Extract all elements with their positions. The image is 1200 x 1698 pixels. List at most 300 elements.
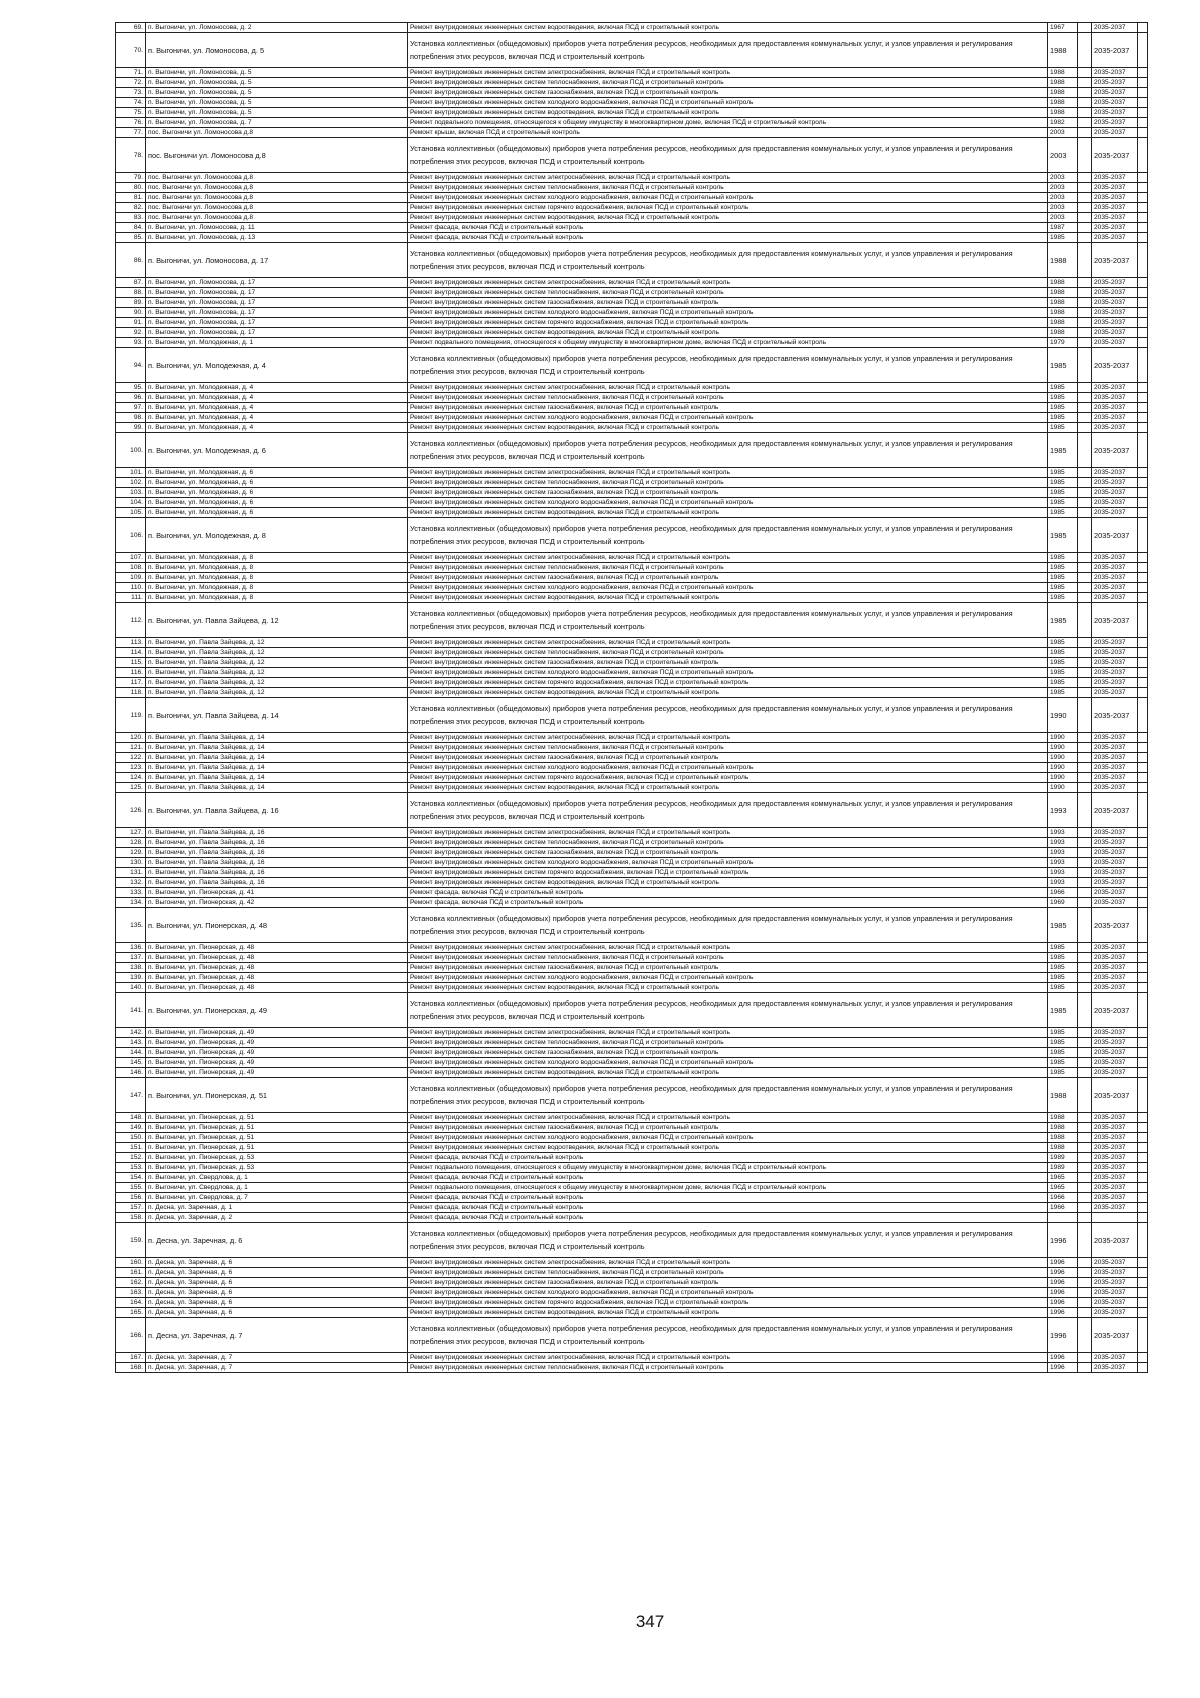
planned-period-cell: 2035-2037 [1092,1068,1138,1078]
planned-period-cell: 2035-2037 [1092,648,1138,658]
year-built-cell: 1988 [1048,243,1078,278]
address-cell: п. Выгоничи, ул. Молодежная, д. 6 [146,508,408,518]
table-row [116,508,1148,518]
row-number: 88. [116,288,146,298]
row-number: 94. [116,348,146,383]
year-built-cell: 1993 [1048,828,1078,838]
address-cell: п. Выгоничи, ул. Ломоносова, д. 17 [146,298,408,308]
row-number: 111. [116,593,146,603]
row-number: 158. [116,1213,146,1223]
work-description-cell: Ремонт внутридомовых инженерных систем теплоснабжения, включая ПСД и строительный контроль [408,1038,1048,1048]
planned-period-cell: 2035-2037 [1092,1048,1138,1058]
table-row [116,433,1148,468]
empty-cell [1078,33,1092,68]
planned-period-cell: 2035-2037 [1092,973,1138,983]
empty-cell [1078,1123,1092,1133]
empty-cell [1138,118,1148,128]
year-built-cell: 1988 [1048,318,1078,328]
table-row [116,1183,1148,1193]
empty-cell [1138,838,1148,848]
year-built-cell: 1985 [1048,1058,1078,1068]
year-built-cell: 1985 [1048,583,1078,593]
row-number: 146. [116,1068,146,1078]
planned-period-cell: 2035-2037 [1092,433,1138,468]
empty-cell [1138,68,1148,78]
empty-cell [1138,1133,1148,1143]
row-number: 96. [116,393,146,403]
table-row [116,243,1148,278]
row-number: 99. [116,423,146,433]
year-built-cell [1048,1213,1078,1223]
row-number: 121. [116,743,146,753]
address-cell: п. Выгоничи, ул. Ломоносова, д. 7 [146,118,408,128]
planned-period-cell: 2035-2037 [1092,233,1138,243]
work-description-cell: Ремонт внутридомовых инженерных систем водоотведения, включая ПСД и строительный контроль [408,328,1048,338]
address-cell: п. Выгоничи, ул. Пионерская, д. 49 [146,993,408,1028]
work-description-cell: Ремонт внутридомовых инженерных систем горячего водоснабжения, включая ПСД и строительный контроль [408,868,1048,878]
address-cell: п. Выгоничи, ул. Павла Зайцева, д. 12 [146,688,408,698]
table-row [116,173,1148,183]
work-description-cell: Ремонт фасада, включая ПСД и строительный контроль [408,1153,1048,1163]
year-built-cell: 1985 [1048,638,1078,648]
empty-cell [1078,423,1092,433]
address-cell: п. Выгоничи, ул. Молодежная, д. 1 [146,338,408,348]
table-row [116,213,1148,223]
year-built-cell: 1985 [1048,1068,1078,1078]
empty-cell [1138,753,1148,763]
empty-cell [1078,108,1092,118]
empty-cell [1138,848,1148,858]
work-description-cell: Ремонт внутридомовых инженерных систем холодного водоснабжения, включая ПСД и строительный контроль [408,193,1048,203]
planned-period-cell: 2035-2037 [1092,138,1138,173]
planned-period-cell: 2035-2037 [1092,1308,1138,1318]
table-row [116,1213,1148,1223]
empty-cell [1138,298,1148,308]
work-description-cell: Установка коллективных (общедомовых) приборов учета потребления ресурсов, необходимых для предоставления коммунальных услуг, и узлов управления и регулирования потребления этих ресурсов, включая ПСД и строительный контроль [408,603,1048,638]
work-description-cell: Ремонт внутридомовых инженерных систем газоснабжения, включая ПСД и строительный контроль [408,1278,1048,1288]
empty-cell [1078,828,1092,838]
empty-cell [1138,23,1148,33]
empty-cell [1078,973,1092,983]
address-cell: п. Выгоничи, ул. Павла Зайцева, д. 14 [146,753,408,763]
planned-period-cell: 2035-2037 [1092,1278,1138,1288]
work-description-cell: Ремонт внутридомовых инженерных систем водоотведения, включая ПСД и строительный контроль [408,423,1048,433]
row-number: 75. [116,108,146,118]
year-built-cell: 1985 [1048,688,1078,698]
year-built-cell: 1966 [1048,1203,1078,1213]
row-number: 163. [116,1288,146,1298]
empty-cell [1138,508,1148,518]
table-row [116,488,1148,498]
row-number: 112. [116,603,146,638]
row-number: 153. [116,1163,146,1173]
table-row [116,203,1148,213]
planned-period-cell: 2035-2037 [1092,1133,1138,1143]
empty-cell [1078,1213,1092,1223]
work-plan-table [115,22,1148,1373]
table-row [116,383,1148,393]
empty-cell [1138,583,1148,593]
work-description-cell: Ремонт внутридомовых инженерных систем холодного водоснабжения, включая ПСД и строительный контроль [408,1058,1048,1068]
planned-period-cell: 2035-2037 [1092,943,1138,953]
table-row [116,338,1148,348]
empty-cell [1138,783,1148,793]
empty-cell [1078,383,1092,393]
empty-cell [1078,128,1092,138]
work-description-cell: Ремонт фасада, включая ПСД и строительный контроль [408,1213,1048,1223]
year-built-cell: 1993 [1048,838,1078,848]
empty-cell [1138,1143,1148,1153]
empty-cell [1138,1258,1148,1268]
year-built-cell: 1988 [1048,33,1078,68]
address-cell: п. Выгоничи, ул. Молодежная, д. 6 [146,478,408,488]
address-cell: п. Выгоничи, ул. Пионерская, д. 49 [146,1038,408,1048]
work-description-cell: Ремонт внутридомовых инженерных систем газоснабжения, включая ПСД и строительный контроль [408,753,1048,763]
work-description-cell: Ремонт внутридомовых инженерных систем электроснабжения, включая ПСД и строительный контроль [408,828,1048,838]
year-built-cell: 1967 [1048,23,1078,33]
empty-cell [1138,138,1148,173]
address-cell: п. Выгоничи, ул. Ломоносова, д. 17 [146,288,408,298]
empty-cell [1138,1173,1148,1183]
year-built-cell: 1985 [1048,498,1078,508]
empty-cell [1138,943,1148,953]
planned-period-cell: 2035-2037 [1092,1193,1138,1203]
year-built-cell: 1990 [1048,763,1078,773]
planned-period-cell: 2035-2037 [1092,78,1138,88]
address-cell: п. Десна, ул. Заречная, д. 6 [146,1258,408,1268]
planned-period-cell: 2035-2037 [1092,488,1138,498]
table-row [116,953,1148,963]
year-built-cell: 1993 [1048,793,1078,828]
empty-cell [1138,1223,1148,1258]
empty-cell [1078,1183,1092,1193]
address-cell: п. Выгоничи, ул. Молодежная, д. 6 [146,433,408,468]
planned-period-cell: 2035-2037 [1092,1163,1138,1173]
row-number: 150. [116,1133,146,1143]
planned-period-cell: 2035-2037 [1092,1143,1138,1153]
empty-cell [1138,1278,1148,1288]
table-row [116,573,1148,583]
year-built-cell: 1985 [1048,963,1078,973]
work-description-cell: Ремонт внутридомовых инженерных систем холодного водоснабжения, включая ПСД и строительный контроль [408,1288,1048,1298]
row-number: 141. [116,993,146,1028]
address-cell: п. Выгоничи, ул. Павла Зайцева, д. 16 [146,858,408,868]
planned-period-cell: 2035-2037 [1092,763,1138,773]
planned-period-cell: 2035-2037 [1092,1353,1138,1363]
empty-cell [1138,573,1148,583]
row-number: 106. [116,518,146,553]
row-number: 113. [116,638,146,648]
empty-cell [1138,688,1148,698]
year-built-cell: 1966 [1048,1193,1078,1203]
table-row [116,518,1148,553]
work-description-cell: Ремонт фасада, включая ПСД и строительный контроль [408,898,1048,908]
table-row [116,668,1148,678]
work-description-cell: Ремонт внутридомовых инженерных систем электроснабжения, включая ПСД и строительный контроль [408,638,1048,648]
empty-cell [1078,68,1092,78]
row-number: 109. [116,573,146,583]
work-description-cell: Ремонт внутридомовых инженерных систем газоснабжения, включая ПСД и строительный контроль [408,963,1048,973]
work-description-cell: Установка коллективных (общедомовых) приборов учета потребления ресурсов, необходимых для предоставления коммунальных услуг, и узлов управления и регулирования потребления этих ресурсов, включая ПСД и строительный контроль [408,33,1048,68]
planned-period-cell: 2035-2037 [1092,383,1138,393]
year-built-cell: 1985 [1048,518,1078,553]
year-built-cell: 1985 [1048,648,1078,658]
work-description-cell: Ремонт внутридомовых инженерных систем горячего водоснабжения, включая ПСД и строительный контроль [408,1298,1048,1308]
empty-cell [1078,348,1092,383]
year-built-cell: 1985 [1048,668,1078,678]
year-built-cell: 1988 [1048,308,1078,318]
table-row [116,563,1148,573]
address-cell: п. Выгоничи, ул. Павла Зайцева, д. 14 [146,773,408,783]
address-cell: п. Десна, ул. Заречная, д. 6 [146,1278,408,1288]
table-row [116,553,1148,563]
address-cell: п. Выгоничи, ул. Павла Зайцева, д. 12 [146,678,408,688]
empty-cell [1078,583,1092,593]
planned-period-cell: 2035-2037 [1092,838,1138,848]
row-number: 98. [116,413,146,423]
empty-cell [1078,858,1092,868]
empty-cell [1138,1213,1148,1223]
empty-cell [1078,338,1092,348]
row-number: 161. [116,1268,146,1278]
work-description-cell: Ремонт внутридомовых инженерных систем теплоснабжения, включая ПСД и строительный контроль [408,183,1048,193]
planned-period-cell: 2035-2037 [1092,88,1138,98]
planned-period-cell: 2035-2037 [1092,203,1138,213]
work-description-cell: Ремонт внутридомовых инженерных систем холодного водоснабжения, включая ПСД и строительный контроль [408,668,1048,678]
table-row [116,983,1148,993]
table-row [116,828,1148,838]
empty-cell [1078,668,1092,678]
address-cell: п. Выгоничи, ул. Молодежная, д. 4 [146,383,408,393]
year-built-cell: 1990 [1048,733,1078,743]
empty-cell [1078,983,1092,993]
row-number: 100. [116,433,146,468]
address-cell: п. Выгоничи, ул. Пионерская, д. 51 [146,1078,408,1113]
empty-cell [1078,498,1092,508]
work-description-cell: Установка коллективных (общедомовых) приборов учета потребления ресурсов, необходимых для предоставления коммунальных услуг, и узлов управления и регулирования потребления этих ресурсов, включая ПСД и строительный контроль [408,138,1048,173]
empty-cell [1078,1113,1092,1123]
address-cell: п. Выгоничи, ул. Ломоносова, д. 13 [146,233,408,243]
table-row [116,328,1148,338]
work-description-cell: Ремонт фасада, включая ПСД и строительный контроль [408,1173,1048,1183]
empty-cell [1078,1298,1092,1308]
year-built-cell: 1996 [1048,1318,1078,1353]
planned-period-cell: 2035-2037 [1092,828,1138,838]
table-row [116,223,1148,233]
table-row [116,993,1148,1028]
empty-cell [1138,288,1148,298]
planned-period-cell: 2035-2037 [1092,1173,1138,1183]
row-number: 118. [116,688,146,698]
empty-cell [1078,98,1092,108]
empty-cell [1138,1153,1148,1163]
planned-period-cell: 2035-2037 [1092,328,1138,338]
table-row [116,193,1148,203]
table-row [116,688,1148,698]
address-cell: п. Выгоничи, ул. Павла Зайцева, д. 16 [146,848,408,858]
empty-cell [1138,1363,1148,1373]
year-built-cell: 1985 [1048,383,1078,393]
row-number: 90. [116,308,146,318]
empty-cell [1138,698,1148,733]
address-cell: п. Десна, ул. Заречная, д. 7 [146,1363,408,1373]
empty-cell [1138,1203,1148,1213]
empty-cell [1138,108,1148,118]
year-built-cell: 2003 [1048,173,1078,183]
address-cell: п. Выгоничи, ул. Ломоносова, д. 11 [146,223,408,233]
work-description-cell: Ремонт внутридомовых инженерных систем электроснабжения, включая ПСД и строительный контроль [408,173,1048,183]
work-description-cell: Ремонт подвального помещения, относящегося к общему имуществу в многоквартирном доме, включая ПСД и строительный контроль [408,118,1048,128]
address-cell: п. Выгоничи, ул. Молодежная, д. 8 [146,583,408,593]
table-row [116,413,1148,423]
work-description-cell: Ремонт внутридомовых инженерных систем холодного водоснабжения, включая ПСД и строительный контроль [408,1133,1048,1143]
empty-cell [1138,593,1148,603]
planned-period-cell: 2035-2037 [1092,98,1138,108]
row-number: 133. [116,888,146,898]
address-cell: п. Десна, ул. Заречная, д. 2 [146,1213,408,1223]
empty-cell [1138,1318,1148,1353]
empty-cell [1078,763,1092,773]
empty-cell [1138,1298,1148,1308]
empty-cell [1078,173,1092,183]
address-cell: п. Выгоничи, ул. Ломоносова, д. 5 [146,68,408,78]
empty-cell [1138,223,1148,233]
year-built-cell: 1985 [1048,908,1078,943]
row-number: 89. [116,298,146,308]
table-body [116,23,1148,1373]
planned-period-cell: 2035-2037 [1092,223,1138,233]
work-description-cell: Ремонт подвального помещения, относящегося к общему имуществу в многоквартирном доме, включая ПСД и строительный контроль [408,1163,1048,1173]
empty-cell [1078,468,1092,478]
address-cell: п. Выгоничи, ул. Молодежная, д. 6 [146,488,408,498]
year-built-cell: 1993 [1048,848,1078,858]
table-row [116,1268,1148,1278]
work-description-cell: Ремонт внутридомовых инженерных систем водоотведения, включая ПСД и строительный контроль [408,983,1048,993]
empty-cell [1138,1068,1148,1078]
empty-cell [1138,383,1148,393]
address-cell: п. Десна, ул. Заречная, д. 7 [146,1318,408,1353]
work-description-cell: Ремонт внутридомовых инженерных систем холодного водоснабжения, включая ПСД и строительный контроль [408,98,1048,108]
table-row [116,888,1148,898]
table-row [116,98,1148,108]
planned-period-cell: 2035-2037 [1092,743,1138,753]
empty-cell [1138,973,1148,983]
table-row [116,763,1148,773]
empty-cell [1138,88,1148,98]
year-built-cell: 1985 [1048,423,1078,433]
empty-cell [1078,1268,1092,1278]
work-description-cell: Установка коллективных (общедомовых) приборов учета потребления ресурсов, необходимых для предоставления коммунальных услуг, и узлов управления и регулирования потребления этих ресурсов, включая ПСД и строительный контроль [408,518,1048,553]
table-row [116,678,1148,688]
planned-period-cell: 2035-2037 [1092,1318,1138,1353]
row-number: 97. [116,403,146,413]
year-built-cell: 1966 [1048,888,1078,898]
year-built-cell: 1987 [1048,223,1078,233]
empty-cell [1138,638,1148,648]
work-description-cell: Ремонт подвального помещения, относящегося к общему имуществу в многоквартирном доме, включая ПСД и строительный контроль [408,338,1048,348]
work-description-cell: Ремонт крыши, включая ПСД и строительный контроль [408,128,1048,138]
table-row [116,403,1148,413]
planned-period-cell: 2035-2037 [1092,953,1138,963]
row-number: 81. [116,193,146,203]
table-row [116,348,1148,383]
year-built-cell: 1989 [1048,1163,1078,1173]
year-built-cell: 1985 [1048,433,1078,468]
address-cell: п. Выгоничи, ул. Пионерская, д. 48 [146,908,408,943]
empty-cell [1138,1268,1148,1278]
address-cell: п. Выгоничи, ул. Молодежная, д. 8 [146,573,408,583]
row-number: 130. [116,858,146,868]
empty-cell [1138,33,1148,68]
table-row [116,68,1148,78]
year-built-cell: 2003 [1048,193,1078,203]
address-cell: пос. Выгоничи ул. Ломоносова д.8 [146,203,408,213]
table-row [116,108,1148,118]
table-row [116,308,1148,318]
planned-period-cell: 2035-2037 [1092,413,1138,423]
table-row [116,1288,1148,1298]
table-row [116,698,1148,733]
empty-cell [1138,563,1148,573]
row-number: 115. [116,658,146,668]
empty-cell [1078,118,1092,128]
row-number: 105. [116,508,146,518]
work-description-cell: Ремонт внутридомовых инженерных систем теплоснабжения, включая ПСД и строительный контроль [408,78,1048,88]
planned-period-cell: 2035-2037 [1092,1078,1138,1113]
table-row [116,1028,1148,1038]
year-built-cell: 1996 [1048,1363,1078,1373]
row-number: 152. [116,1153,146,1163]
year-built-cell: 1993 [1048,858,1078,868]
empty-cell [1138,1123,1148,1133]
empty-cell [1078,1058,1092,1068]
planned-period-cell: 2035-2037 [1092,498,1138,508]
empty-cell [1138,338,1148,348]
year-built-cell: 1988 [1048,68,1078,78]
planned-period-cell: 2035-2037 [1092,338,1138,348]
row-number: 103. [116,488,146,498]
table-row [116,878,1148,888]
table-row [116,638,1148,648]
address-cell: п. Выгоничи, ул. Ломоносова, д. 5 [146,88,408,98]
planned-period-cell: 2035-2037 [1092,193,1138,203]
empty-cell [1138,98,1148,108]
planned-period-cell: 2035-2037 [1092,183,1138,193]
empty-cell [1138,858,1148,868]
year-built-cell: 1985 [1048,993,1078,1028]
work-description-cell: Ремонт внутридомовых инженерных систем водоотведения, включая ПСД и строительный контроль [408,1068,1048,1078]
empty-cell [1138,243,1148,278]
year-built-cell: 1965 [1048,1183,1078,1193]
year-built-cell: 2003 [1048,203,1078,213]
table-row [116,1318,1148,1353]
work-description-cell: Установка коллективных (общедомовых) приборов учета потребления ресурсов, необходимых для предоставления коммунальных услуг, и узлов управления и регулирования потребления этих ресурсов, включая ПСД и строительный контроль [408,348,1048,383]
year-built-cell: 1985 [1048,508,1078,518]
year-built-cell: 1985 [1048,943,1078,953]
year-built-cell: 1996 [1048,1288,1078,1298]
address-cell: п. Выгоничи, ул. Павла Зайцева, д. 12 [146,668,408,678]
table-row [116,233,1148,243]
year-built-cell: 1990 [1048,698,1078,733]
row-number: 125. [116,783,146,793]
address-cell: п. Выгоничи, ул. Молодежная, д. 8 [146,563,408,573]
address-cell: п. Выгоничи, ул. Павла Зайцева, д. 14 [146,698,408,733]
work-description-cell: Ремонт внутридомовых инженерных систем водоотведения, включая ПСД и строительный контроль [408,878,1048,888]
table-row [116,1193,1148,1203]
table-row [116,793,1148,828]
year-built-cell: 1985 [1048,468,1078,478]
address-cell: п. Выгоничи, ул. Пионерская, д. 42 [146,898,408,908]
